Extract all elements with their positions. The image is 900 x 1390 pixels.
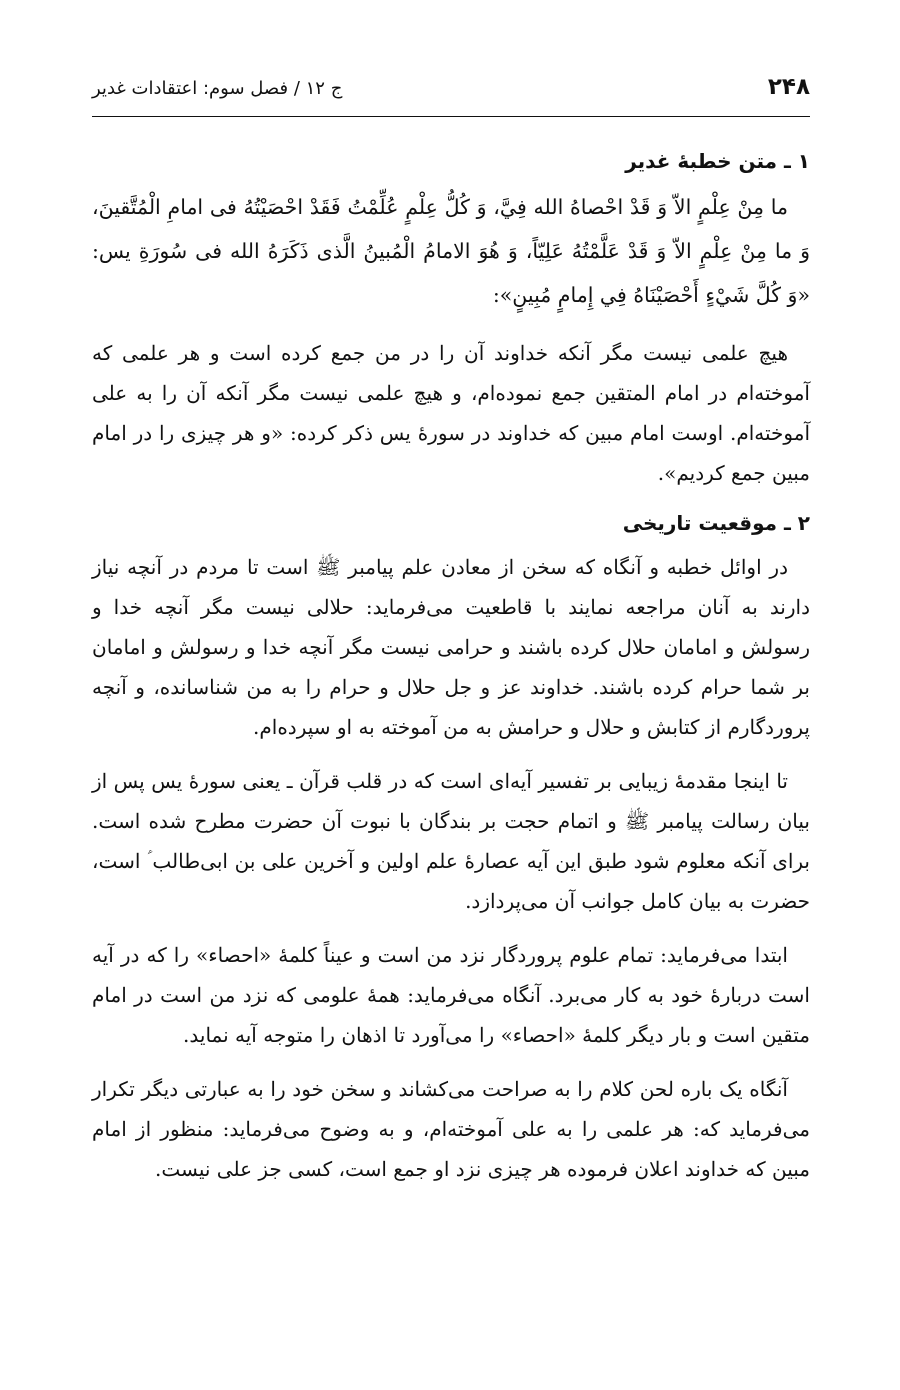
running-header	[92, 74, 810, 100]
page-number: ۲۴۸	[767, 74, 810, 100]
paragraph: آنگاه یک باره لحن کلام را به صراحت می‌کشاند و سخن خود را به عبارتی دیگر تکرار می‌فرماید که: هر علمی را به علی آموخته‌ام، و به وضوح می‌فرماید: منظور از امام مبین که خداوند اعلان فرموده هر چیزی نزد او جمع است، کسی جز علی نیست.	[92, 1077, 810, 1181]
section-heading-1: ۱ ـ متن خطبۀ غدیر	[625, 149, 810, 173]
section-heading-2: ۲ ـ موقعیت تاریخی	[622, 511, 810, 535]
sermon-translation: هیچ علمی نیست مگر آنکه خداوند آن را در من جمع کرده است و هر علمی که آموخته‌ام در امام المتقین جمع نموده‌ام، و هیچ علمی نیست مگر آنکه آن را به علی آموخته‌ام. اوست امام مبین که خداوند در سورۀ یس ذکر کرده: «و هر چیزی را در امام مبین جمع کردیم».	[92, 341, 810, 485]
paragraph: در اوائل خطبه و آنگاه که سخن از معادن علم پیامبر ﷺ است تا مردم در آنچه نیاز دارند به آنان مراجعه نمایند با قاطعیت می‌فرماید: حلالی نیست مگر آنچه خدا و رسولش و امامان حلال کرده باشند و حرامی نیست مگر آنچه خدا و رسولش و امامان بر شما حرام کرده باشند. خداوند عز و جل حلال و حرام را به من شناسانده، و آنچه پروردگارم از کتابش و حلال و حرامش به من آموخته به او سپرده‌ام.	[92, 555, 810, 739]
chapter-title: ج ۱۲ / فصل سوم: اعتقادات غدیر	[92, 78, 343, 99]
page-body	[92, 145, 810, 1203]
header-rule	[92, 116, 810, 117]
paragraph: ابتدا می‌فرماید: تمام علوم پروردگار نزد من است و عیناً کلمۀ «احصاء» را که در آیه است دربارۀ خود به کار می‌برد. آنگاه می‌فرماید: همۀ علومی که نزد من است در امام متقین است و بار دیگر کلمۀ «احصاء» را می‌آورد تا اذهان را متوجه آیه نماید.	[92, 943, 810, 1047]
paragraph: تا اینجا مقدمۀ زیبایی بر تفسیر آیه‌ای است که در قلب قرآن ـ یعنی سورۀ یس پس از بیان رسالت پیامبر ﷺ و اتمام حجت بر بندگان با نبوت آن حضرت مطرح شده است. برای آنکه معلوم شود طبق این آیه عصارۀ علم اولین و آخرین علی بن ابی‌طالب ؑ است، حضرت به بیان کامل جوانب آن می‌پردازد.	[92, 769, 810, 913]
arabic-sermon-text: ما مِنْ عِلْمٍ الاّ وَ قَدْ احْصاهُ الله فِيَّ، وَ کُلُّ عِلْمٍ عُلِّمْتُ فَقَدْ احْصَيْتُهُ فى امامِ الْمُتَّقينَ، وَ ما مِنْ عِلْمٍ الاّ وَ قَدْ عَلَّمْتُهُ عَلِيّاً، وَ هُوَ الامامُ الْمُبينُ الَّذى ذَکَرَهُ الله فى سُورَةِ يس: «وَ كُلَّ شَيْءٍ أَحْصَيْنَاهُ فِي إِمامٍ مُبِينٍ»:	[92, 195, 810, 307]
